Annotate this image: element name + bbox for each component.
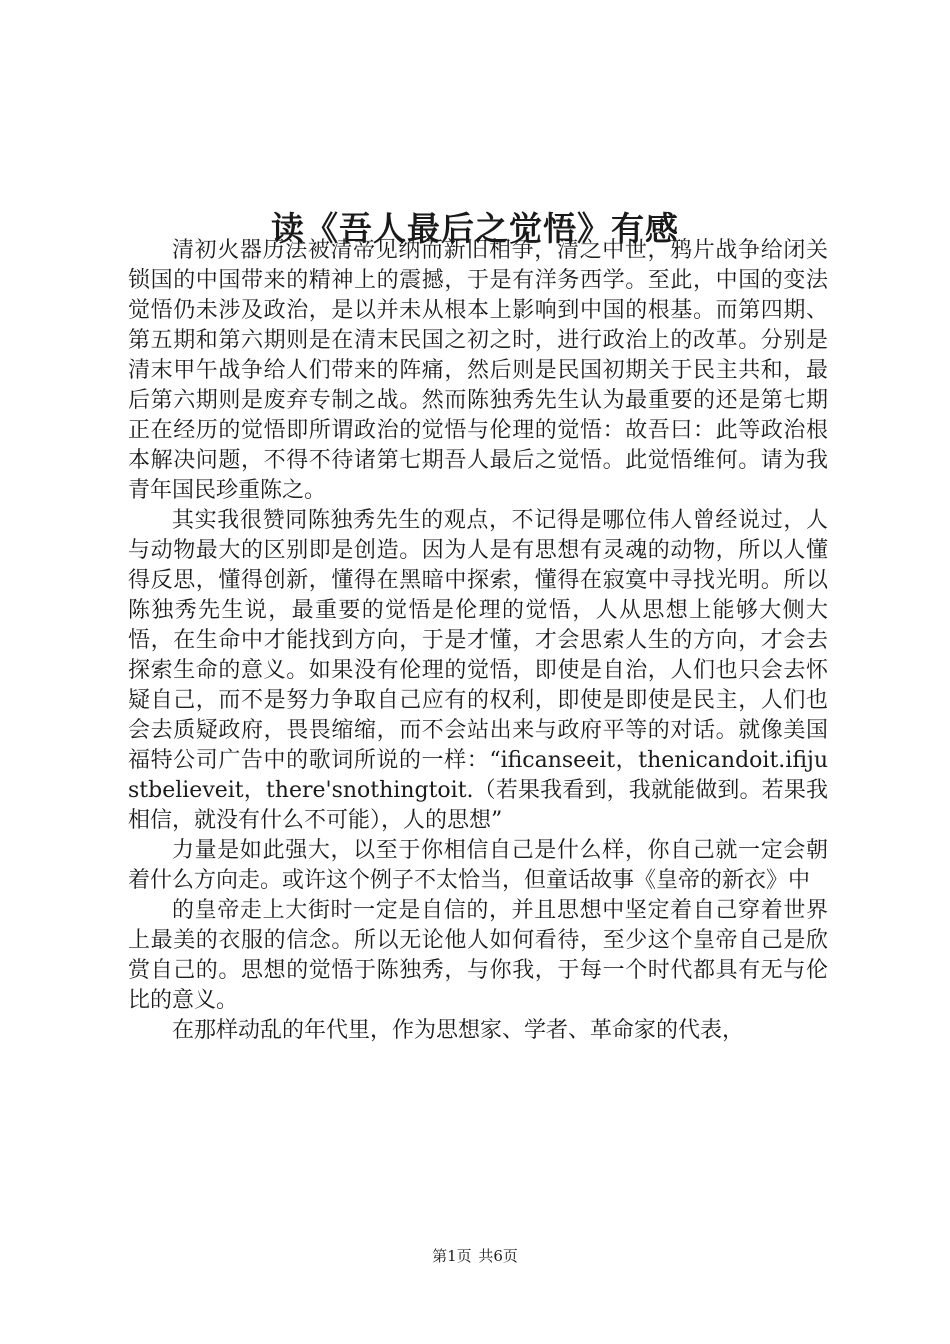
paragraph-2: 其实我很赞同陈独秀先生的观点，不记得是哪位伟人曾经说过，人与动物最大的区别即是创造。因为人是有思想有灵魂的动物，所以人懂得反思，懂得创新，懂得在黑暗中探索，懂得在寂寞中寻找光明。所以陈独秀先生说，最重要的觉悟是伦理的觉悟，人从思想上能够大侧大悟，在生命中才能找到方向，于是才懂，才会思索人生的方向，才会去探索生命的意义。如果没有伦理的觉悟，即使是自治，人们也只会去怀疑自己，而不是努力争取自己应有的权利，即使是即使是民主，人们也会去质疑政府，畏畏缩缩，而不会站出来与政府平等的对话。就像美国福特公司广告中的歌词所说的一样：“ificanseeit，thenicandoit.ifijustbelieveit，there'snothingtoit.（若果我看到，我就能做到。若果我相信，就没有什么不可能），人的思想” <box>128 508 828 833</box>
page-total: 共6页 <box>478 1247 518 1265</box>
paragraph-3: 力量是如此强大，以至于你相信自己是什么样，你自己就一定会朝着什么方向走。或许这个例子不太恰当，但童话故事《皇帝的新衣》中 <box>128 838 828 893</box>
document-title: 读《吾人最后之觉悟》有感 <box>271 209 679 249</box>
paragraph-1: 清初火器历法被清帝见纳而新旧相争，清之中世，鸦片战争给闭关锁国的中国带来的精神上的震撼，于是有洋务西学。至此，中国的变法觉悟仍未涉及政治，是以并未从根本上影响到中国的根基。而第四期、第五期和第六期则是在清末民国之初之时，进行政治上的改革。分别是清末甲午战争给人们带来的阵痛，然后则是民国初期关于民主共和，最后第六期则是废弃专制之战。然而陈独秀先生认为最重要的还是第七期正在经历的觉悟即所谓政治的觉悟与伦理的觉悟：故吾曰：此等政治根本解决问题，不得不待诸第七期吾人最后之觉悟。此觉悟维何。请为我青年国民珍重陈之。 <box>128 238 828 503</box>
paragraph-4: 的皇帝走上大街时一定是自信的，并且思想中坚定着自己穿着世界上最美的衣服的信念。所以无论他人如何看待，至少这个皇帝自己是欣赏自己的。思想的觉悟于陈独秀，与你我，于每一个时代都具有无与伦比的意义。 <box>128 898 828 1013</box>
paragraph-5: 在那样动乱的年代里，作为思想家、学者、革命家的代表， <box>172 1018 745 1043</box>
page-number: 第1页 <box>432 1247 472 1265</box>
page-footer <box>0 1246 950 1266</box>
document-body <box>128 236 828 1046</box>
